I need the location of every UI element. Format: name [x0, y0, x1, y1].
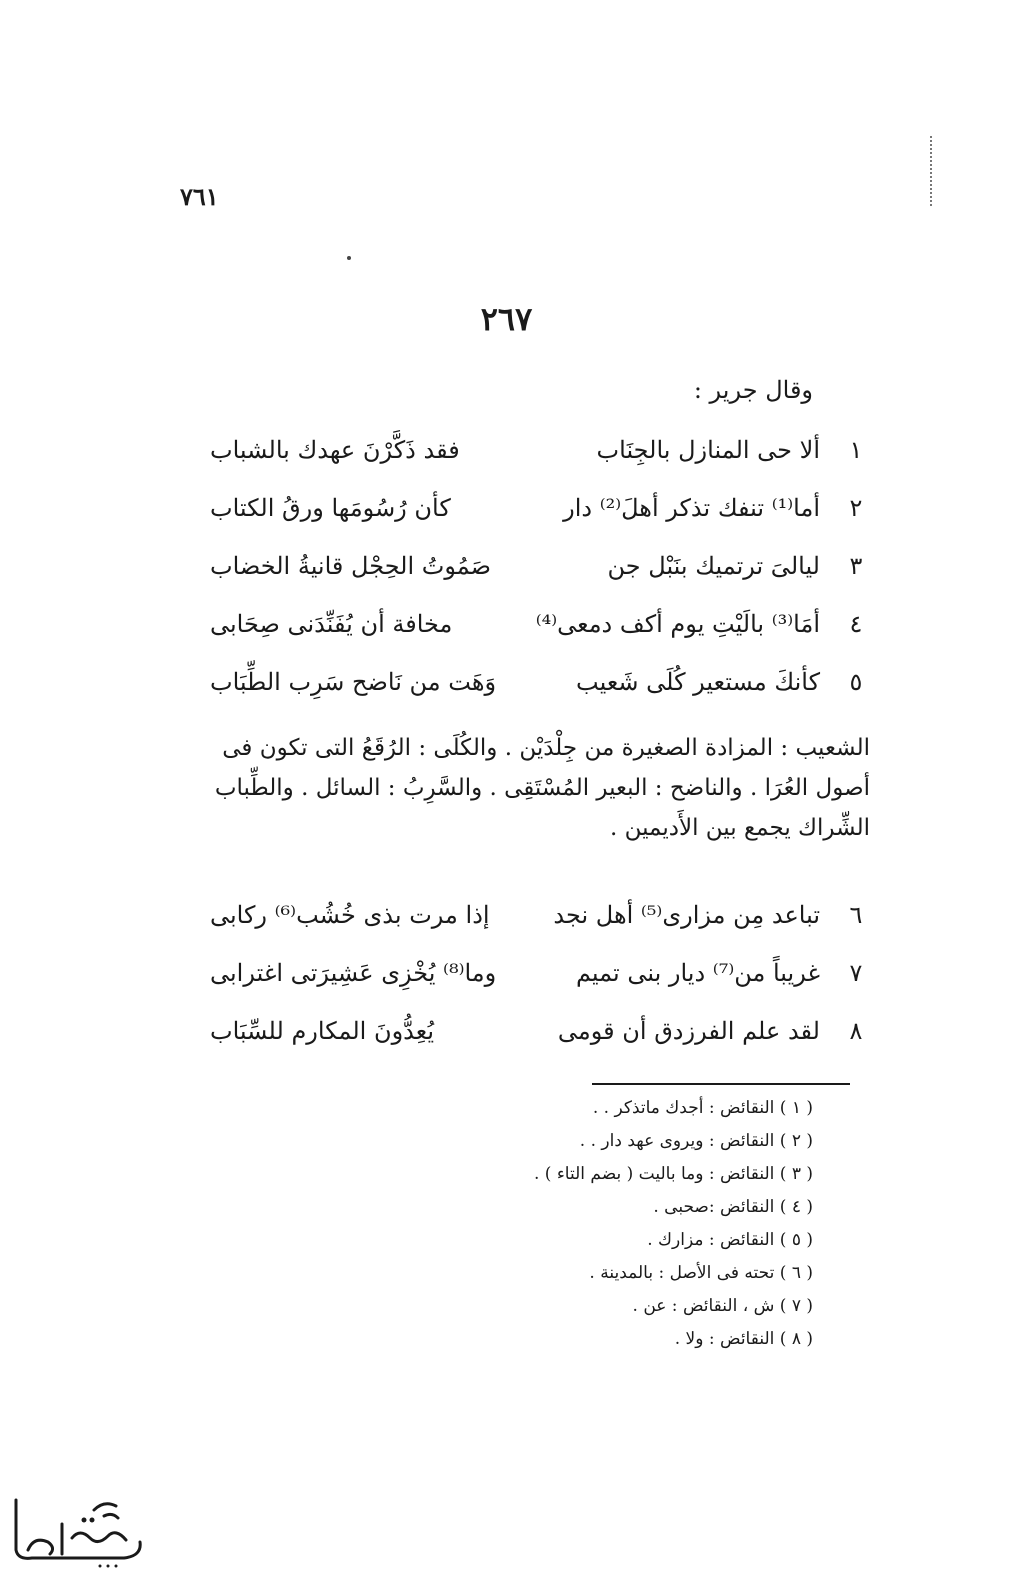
verse-number: ٢ — [849, 494, 863, 522]
second-hemistich: وَهَت من نَاضح سَرِب الطِّبَاب — [210, 668, 497, 696]
footnote: ( ٢ ) النقائض : ويروى عهد دار . . — [579, 1131, 813, 1151]
verse — [200, 546, 868, 604]
verse — [200, 662, 868, 720]
verse-number: ٧ — [849, 959, 863, 987]
second-hemistich: فقد ذَكَّرْنَ عهدك بالشباب — [210, 436, 460, 464]
verse — [200, 604, 868, 662]
verse — [200, 430, 868, 488]
verse — [200, 1011, 868, 1069]
margin-marks — [930, 136, 934, 206]
stray-dot — [347, 256, 351, 260]
first-hemistich: ألا حى المنازل بالجِنَاب — [596, 436, 820, 464]
first-hemistich: ليالىَ ترتميك بنَبْل جن — [607, 552, 820, 580]
gloss-line: الشعيب : المزادة الصغيرة من جِلْدَيْن . والكُلَى : الرُقَعُ التى تكون فى — [222, 735, 870, 761]
first-hemistich: أمَا⁽³⁾ بالَيْتِ يوم أكف دمعى⁽⁴⁾ — [535, 610, 820, 638]
footnote: ( ٤ ) النقائض :صحبى . — [653, 1197, 813, 1217]
second-hemistich: يُعِدُّونَ المكارم للسِّبَاب — [210, 1017, 435, 1045]
second-hemistich: كأن رُسُومَها ورقُ الكتاب — [210, 494, 451, 522]
second-hemistich: إذا مرت بذى خُشُب⁽⁶⁾ ركابى — [210, 901, 490, 929]
poem-number: ٢٦٧ — [480, 300, 533, 338]
first-hemistich: كأنكَ مستعير كُلَى شَعيب — [576, 668, 820, 696]
footnotes — [534, 1092, 813, 1356]
verse — [200, 895, 868, 953]
page-number: ٧٦١ — [180, 182, 219, 211]
second-hemistich: صَمُوتُ الحِجْل قانيةُ الخضاب — [210, 552, 492, 580]
footnote-divider — [592, 1083, 850, 1085]
poem-intro: وقال جرير : — [693, 376, 813, 404]
footnote: ( ١ ) النقائض : أجدك ماتذكر . . — [592, 1098, 813, 1118]
footnote: ( ٧ ) ش ، النقائض : عن . — [632, 1296, 813, 1316]
second-hemistich: وما⁽⁸⁾ يُخْزِى عَشِيرَتى اغترابى — [210, 959, 497, 987]
verse-number: ١ — [849, 436, 863, 464]
footnote: ( ٣ ) النقائض : وما باليت ( بضم التاء ) . — [533, 1164, 813, 1184]
verse-number: ٤ — [849, 610, 863, 638]
first-hemistich: غريباً من⁽⁷⁾ ديار بنى تميم — [575, 959, 820, 987]
verse-number: ٨ — [849, 1017, 863, 1045]
verses-part-1 — [200, 430, 868, 720]
verse — [200, 488, 868, 546]
footnote: ( ٨ ) النقائض : ولا . — [674, 1329, 813, 1349]
gloss-paragraph — [178, 728, 870, 848]
calligraphy-seal-icon — [4, 1480, 154, 1572]
gloss-line: الشِّراك يجمع بين الأَديمين . — [609, 815, 870, 841]
first-hemistich: أما⁽¹⁾ تنفك تذكر أهلَ⁽²⁾ دار — [563, 494, 820, 522]
gloss-line: أصول العُرَا . والناضح : البعير المُسْتَقِى . والسَّرِبُ : السائل . والطِّباب — [214, 775, 870, 801]
footnote: ( ٥ ) النقائض : مزارك . — [647, 1230, 813, 1250]
verse-number: ٥ — [849, 668, 863, 696]
verses-part-2 — [200, 895, 868, 1069]
first-hemistich: تباعد مِن مزارى⁽⁵⁾ أهل نجد — [553, 901, 820, 929]
verse — [200, 953, 868, 1011]
first-hemistich: لقد علم الفرزدق أن قومى — [557, 1017, 820, 1045]
verse-number: ٣ — [849, 552, 863, 580]
verse-number: ٦ — [849, 901, 863, 929]
footnote: ( ٦ ) تحته فى الأصل : بالمدينة . — [589, 1263, 813, 1283]
second-hemistich: مخافة أن يُفَنِّدَنى صِحَابى — [210, 610, 453, 638]
